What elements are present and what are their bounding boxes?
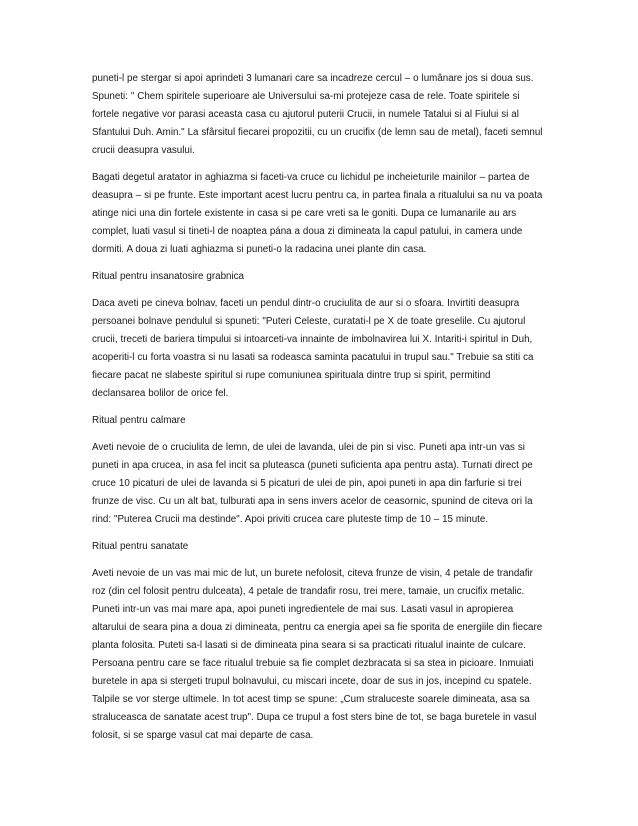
heading-healing-ritual: Ritual pentru insanatosire grabnica <box>92 271 244 282</box>
paragraph-health-ritual: Aveti nevoie de un vas mai mic de lut, un burete nefolosit, citeva frunze de visin, 4 petale de trandafir roz (din cel folosit pentru dulceata), 4 petale de trandafir rosu, trei mere, tamaie, un crucifix metalic. Puneti intr-un vas mai mare apa, apoi puneti ingredientele de mai sus. Lasati vasul in apropierea altarului de seara pina a doua zi dimineata, pentru ca energia apei sa fie sporita de energiile din fiecare planta folosita. Puteti sa-l lasati si de dimineata pina seara si sa practicati ritualul inainte de culcare. Persoana pentru care se face ritualul trebuie sa fie complet dezbracata si sa stea in picioare. Inmuiati buretele in apa si stergeti trupul bolnavului, cu miscari incete, doar de sus in jos, incepind cu spatele. Talpile se vor sterge ultimele. In tot acest timp se spune: „Cum straluceste soarele dimineata, asa sa straluceasca de sanatate acest trup". Dupa ce trupul a fost sters bine de tot, se baga buretele in vasul folosit, si se sparge vasul cat mai departe de casa. <box>92 568 543 741</box>
heading-health-ritual: Ritual pentru sanatate <box>92 541 189 552</box>
paragraph-calming-ritual: Aveti nevoie de o cruciulita de lemn, de ulei de lavanda, ulei de pin si visc. Puneti apa intr-un vas si puneti in apa crucea, in asa fel incit sa pluteasca (puneti suficienta apa pentru asta). Turnati direct pe cruce 10 picaturi de ulei de lavanda si 5 picaturi de ulei de pin, apoi puneti in apa din farfurie si trei frunze de visc. Cu un alt bat, tulburati apa in sens invers acelor de ceasornic, spunind de citeva ori la rind: "Puterea Crucii ma destinde". Apoi priviti crucea care pluteste timp de 10 – 15 minute. <box>92 442 533 525</box>
paragraph-aghiazma-instructions: Bagati degetul aratator in aghiazma si faceti-va cruce cu lichidul pe incheieturile mainilor – partea de deasupra – si pe frunte. Este important acest lucru pentru ca, in partea finala a ritualului sa nu va poata atinge nici una din fortele existente in casa si pe care vreti sa le goniti. Dupa ce lumanarile au ars complet, luati vasul si tineti-l de noaptea pána a doua zi dimineata la capul patului, in camera unde dormiti. A doua zi luati aghiazma si puneti-o la radacina unei plante din casa. <box>92 172 543 255</box>
paragraph-healing-ritual: Daca aveti pe cineva bolnav, faceti un pendul dintr-o cruciulita de aur si o sfoara. Invirtiti deasupra persoanei bolnave pendulul si spuneti: "Puteri Celeste, curatati-l pe X de toate greselile. Cu ajutorul crucii, treceti de bariera timpului si intoarceti-va innainte de imbolnavirea lui X. Intariti-i spiritul in Duh, acoperiti-l cu forta voastra si nu lasati sa rodeasca saminta pacatului in trupul sau." Trebuie sa stiti ca fiecare pacat ne slabeste spiritul si rupe comuniunea spirituala dintre trup si spirit, permitind declansarea bolilor de orice fel. <box>92 298 534 399</box>
heading-calming-ritual: Ritual pentru calmare <box>92 415 186 426</box>
paragraph-protection-ritual-end: puneti-l pe stergar si apoi aprindeti 3 lumanari care sa incadreze cercul – o lumânare jos si doua sus. Spuneti: " Chem spiritele superioare ale Universului sa-mi protejeze casa de rele. Toate spiritele si fortele negative vor parasi aceasta casa cu ajutorul puterii Crucii, in numele Tatalui si al Fiului si al Sfantului Duh. Amin." La sfârsitul fiecarei propozitii, cu un crucifix (de lemn sau de metal), faceti semnul crucii deasupra vasului. <box>92 73 543 156</box>
document-body <box>92 70 544 754</box>
